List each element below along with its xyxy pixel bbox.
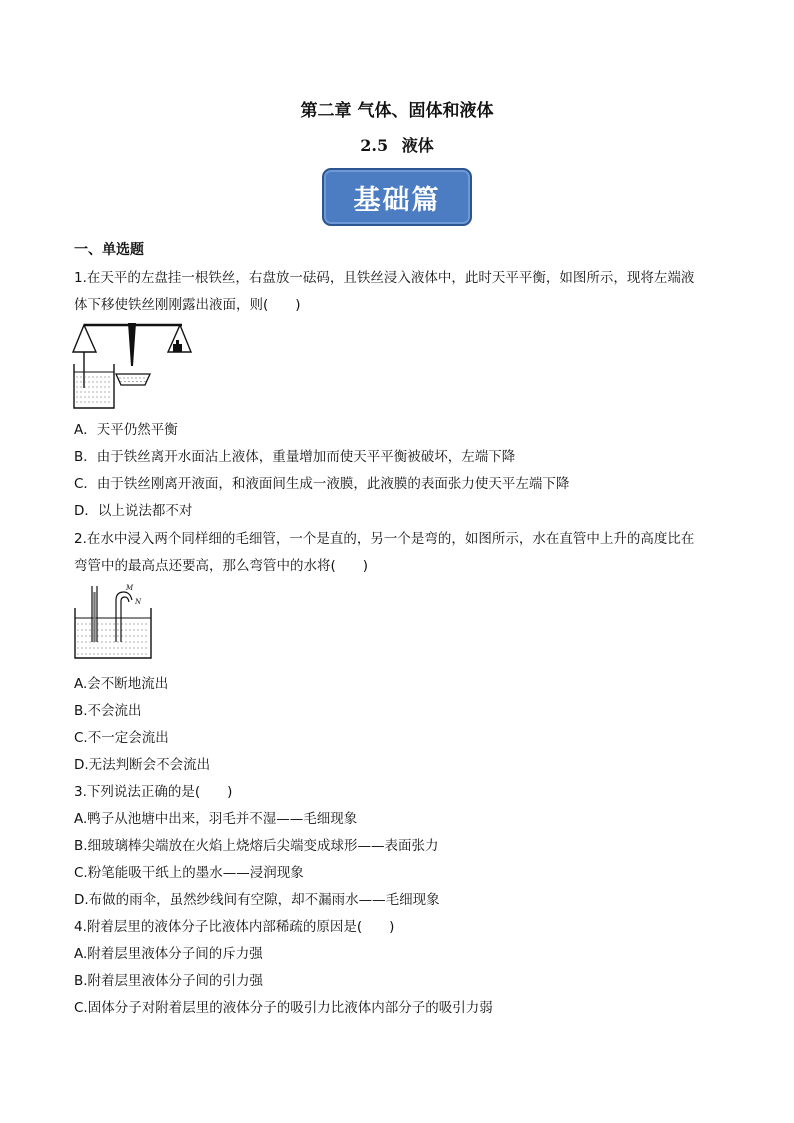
q4-option-b: B.附着层里液体分子间的引力强 [74,973,264,989]
q1-option-b: B．由于铁丝离开水面沾上液体，重量增加而使天平平衡被破坏，左端下降 [74,449,516,465]
q4-option-c: C.固体分子对附着层里的液体分子的吸引力比液体内部分子的吸引力弱 [74,1000,493,1016]
q2-option-c: C.不一定会流出 [74,730,169,746]
q1-option-a: A．天平仍然平衡 [74,422,178,438]
q4-option-a: A.附着层里液体分子间的斥力强 [74,946,263,962]
q3-option-c: C.粉笔能吸干纸上的墨水——浸润现象 [74,865,304,881]
label-m: M [126,584,134,592]
q3-option-d: D.布做的雨伞，虽然纱线间有空隙，却不漏雨水——毛细现象 [74,892,440,908]
q2-stem-line-2: 弯管中的最高点还要高，那么弯管中的水将( ) [74,558,369,574]
q2-option-d: D.无法判断会不会流出 [74,757,211,773]
q4-stem: 4.附着层里的液体分子比液体内部稀疏的原因是( ) [74,919,395,935]
label-n: N [135,598,142,606]
q2-option-a: A.会不断地流出 [74,676,169,692]
q1-option-c: C．由于铁丝刚离开液面，和液面间生成一液膜，此液膜的表面张力使天平左端下降 [74,476,570,492]
q1-option-d: D．以上说法都不对 [74,503,193,519]
q3-stem: 3.下列说法正确的是( ) [74,784,233,800]
q1-stem-line-2: 体下移使铁丝刚刚露出液面，则( ) [74,297,301,313]
q3-option-b: B.细玻璃棒尖端放在火焰上烧熔后尖端变成球形——表面张力 [74,838,439,854]
capillary-figure [72,582,154,662]
q2-option-b: B.不会流出 [74,703,142,719]
balance-figure [70,318,194,412]
section-title: 2.5 液体 [360,136,434,155]
q2-stem-line-1: 2.在水中浸入两个同样细的毛细管，一个是直的，另一个是弯的，如图所示，水在直管中上升的高度比在 [74,531,695,547]
q3-option-a: A.鸭子从池塘中出来，羽毛并不湿——毛细现象 [74,811,358,827]
part-heading: 一、单选题 [74,242,144,258]
level-badge: 基础篇 [322,168,472,226]
q1-stem-line-1: 1.在天平的左盘挂一根铁丝，右盘放一砝码，且铁丝浸入液体中，此时天平平衡，如图所示，现将左端液 [74,270,695,286]
chapter-title: 第二章 气体、固体和液体 [300,101,494,121]
